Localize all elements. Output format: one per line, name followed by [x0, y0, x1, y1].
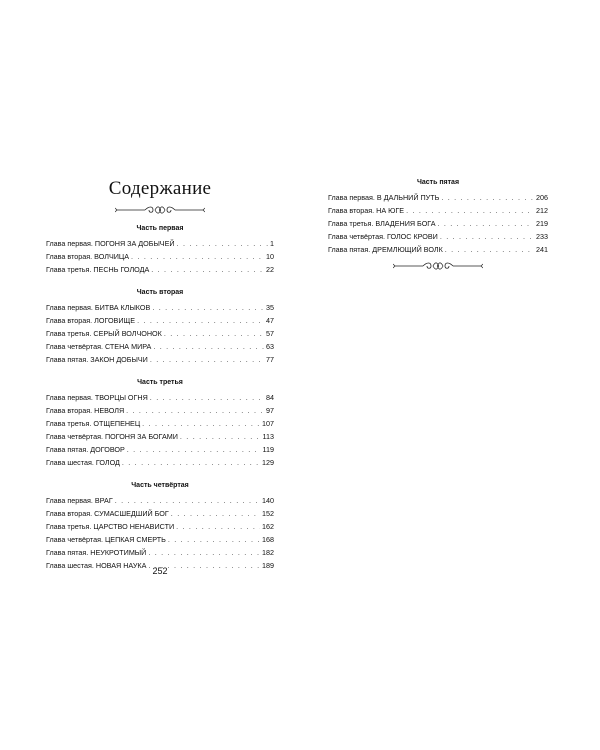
toc-entry — [46, 546, 274, 559]
chapter-list — [328, 191, 548, 256]
dot-leader — [153, 340, 264, 353]
chapter-name: ПЕСНЬ ГОЛОДА — [93, 265, 150, 274]
chapter-name: ОТЩЕПЕНЕЦ — [93, 419, 141, 428]
part-heading: Часть вторая — [136, 289, 184, 296]
chapter-page: 22 — [266, 265, 274, 274]
chapter-name: ЦАРСТВО НЕНАВИСТИ — [93, 522, 175, 531]
toc-right-column — [328, 170, 548, 271]
chapter-page: 162 — [262, 522, 274, 531]
chapter-name: ДРЕМЛЮЩИЙ ВОЛК — [372, 245, 443, 254]
toc-entry — [46, 507, 274, 520]
chapter-label: Глава вторая. — [46, 252, 93, 261]
toc-entry — [46, 353, 274, 366]
part-heading: Часть четвёртая — [131, 482, 189, 489]
dot-leader — [441, 191, 534, 204]
page-title: Содержание — [108, 178, 212, 199]
toc-entry — [328, 191, 548, 204]
toc-entry — [46, 391, 274, 404]
chapter-label: Глава пятая. — [46, 445, 89, 454]
chapter-page: 47 — [266, 316, 274, 325]
dot-leader — [131, 250, 264, 263]
toc-entry — [46, 404, 274, 417]
chapter-name: СУМАСШЕДШИЙ БОГ — [94, 509, 169, 518]
dot-leader — [438, 217, 535, 230]
toc-entry — [46, 327, 274, 340]
chapter-name: ГОЛОД — [95, 458, 120, 467]
dot-leader — [180, 430, 261, 443]
toc-entry — [46, 263, 274, 276]
toc-entry — [46, 237, 274, 250]
chapter-label: Глава первая. — [46, 239, 93, 248]
dot-leader — [150, 353, 264, 366]
dot-leader — [137, 314, 264, 327]
chapter-name: БИТВА КЛЫКОВ — [94, 303, 151, 312]
dot-leader — [406, 204, 534, 217]
toc-entry — [46, 533, 274, 546]
ornament-divider-icon — [393, 261, 483, 271]
dot-leader — [445, 243, 534, 256]
chapter-page: 219 — [536, 219, 548, 228]
chapter-page: 35 — [266, 303, 274, 312]
chapter-page: 113 — [262, 432, 274, 441]
toc-entry — [46, 340, 274, 353]
toc-entry — [46, 494, 274, 507]
dot-leader — [115, 494, 260, 507]
chapter-page: 84 — [266, 393, 274, 402]
chapter-name: НЕВОЛЯ — [94, 406, 125, 415]
chapter-page: 10 — [266, 252, 274, 261]
chapter-label: Глава первая. — [328, 193, 375, 202]
chapter-page: 119 — [262, 445, 274, 454]
toc-entry — [46, 301, 274, 314]
chapter-label: Глава шестая. — [46, 458, 94, 467]
chapter-name: ВРАГ — [94, 496, 113, 505]
chapter-label: Глава вторая. — [46, 316, 93, 325]
chapter-name: ВЛАДЕНИЯ БОГА — [375, 219, 436, 228]
chapter-label: Глава третья. — [46, 522, 92, 531]
chapter-label: Глава вторая. — [46, 509, 93, 518]
dot-leader — [171, 507, 260, 520]
chapter-page: 182 — [262, 548, 274, 557]
dot-leader — [150, 391, 264, 404]
chapter-label: Глава первая. — [46, 496, 93, 505]
dot-leader — [177, 237, 268, 250]
chapter-list — [46, 237, 274, 276]
chapter-label: Глава пятая. — [328, 245, 371, 254]
chapter-label: Глава четвёртая. — [46, 342, 103, 351]
chapter-label: Глава четвёртая. — [46, 432, 103, 441]
dot-leader — [152, 301, 264, 314]
chapter-label: Глава вторая. — [328, 206, 375, 215]
chapter-page: 1 — [270, 239, 274, 248]
chapter-label: Глава шестая. — [46, 561, 94, 570]
chapter-name: НЕУКРОТИМЫЙ — [90, 548, 147, 557]
chapter-page: 206 — [536, 193, 548, 202]
chapter-name: ПОГОНЯ ЗА БОГАМИ — [104, 432, 178, 441]
chapter-name: ЛОГОВИЩЕ — [94, 316, 136, 325]
chapter-label: Глава третья. — [46, 419, 92, 428]
chapter-label: Глава первая. — [46, 303, 93, 312]
chapter-page: 57 — [266, 329, 274, 338]
dot-leader — [168, 533, 260, 546]
chapter-page: 77 — [266, 355, 274, 364]
chapter-page: 129 — [262, 458, 274, 467]
dot-leader — [148, 546, 260, 559]
chapter-name: СТЕНА МИРА — [104, 342, 152, 351]
dot-leader — [122, 456, 260, 469]
chapter-label: Глава пятая. — [46, 355, 89, 364]
dot-leader — [126, 404, 264, 417]
chapter-list — [46, 301, 274, 366]
chapter-name: НА ЮГЕ — [376, 206, 405, 215]
chapter-page: 212 — [536, 206, 548, 215]
chapter-page: 107 — [262, 419, 274, 428]
chapter-name: СЕРЫЙ ВОЛЧОНОК — [93, 329, 162, 338]
chapter-page: 241 — [536, 245, 548, 254]
chapter-name: НОВАЯ НАУКА — [95, 561, 147, 570]
toc-entry — [328, 204, 548, 217]
dot-leader — [440, 230, 534, 243]
chapter-name: ЗАКОН ДОБЫЧИ — [90, 355, 148, 364]
toc-entry — [46, 314, 274, 327]
toc-left-column — [46, 170, 274, 572]
chapter-page: 152 — [262, 509, 274, 518]
part-heading: Часть пятая — [416, 179, 460, 186]
toc-entry — [46, 250, 274, 263]
toc-entry — [46, 443, 274, 456]
chapter-name: ЦЕПКАЯ СМЕРТЬ — [104, 535, 166, 544]
chapter-name: ТВОРЦЫ ОГНЯ — [94, 393, 148, 402]
page-number: 252 — [152, 566, 168, 576]
toc-entry — [328, 217, 548, 230]
chapter-label: Глава третья. — [46, 265, 92, 274]
chapter-page: 233 — [536, 232, 548, 241]
toc-entry — [328, 230, 548, 243]
chapter-list — [46, 494, 274, 572]
part-heading: Часть первая — [136, 225, 184, 232]
chapter-name: ГОЛОС КРОВИ — [386, 232, 438, 241]
chapter-name: ДОГОВОР — [90, 445, 125, 454]
chapter-label: Глава вторая. — [46, 406, 93, 415]
dot-leader — [151, 263, 264, 276]
chapter-list — [46, 391, 274, 469]
dot-leader — [164, 327, 264, 340]
chapter-page: 97 — [266, 406, 274, 415]
toc-entry — [46, 520, 274, 533]
dot-leader — [127, 443, 261, 456]
chapter-page: 140 — [262, 496, 274, 505]
chapter-page: 168 — [262, 535, 274, 544]
dot-leader — [176, 520, 260, 533]
toc-entry — [46, 417, 274, 430]
chapter-page: 63 — [266, 342, 274, 351]
part-heading: Часть третья — [137, 379, 183, 386]
chapter-name: В ДАЛЬНИЙ ПУТЬ — [376, 193, 440, 202]
toc-entry — [46, 430, 274, 443]
toc-parts — [46, 224, 274, 572]
chapter-label: Глава четвёртая. — [328, 232, 385, 241]
chapter-label: Глава третья. — [46, 329, 92, 338]
chapter-label: Глава первая. — [46, 393, 93, 402]
toc-entry — [328, 243, 548, 256]
dot-leader — [142, 417, 260, 430]
chapter-name: ПОГОНЯ ЗА ДОБЫЧЕЙ — [94, 239, 175, 248]
chapter-label: Глава третья. — [328, 219, 374, 228]
ornament-divider-icon — [115, 205, 205, 215]
toc-entry — [46, 456, 274, 469]
chapter-label: Глава пятая. — [46, 548, 89, 557]
chapter-page: 189 — [262, 561, 274, 570]
chapter-label: Глава четвёртая. — [46, 535, 103, 544]
chapter-name: ВОЛЧИЦА — [94, 252, 130, 261]
